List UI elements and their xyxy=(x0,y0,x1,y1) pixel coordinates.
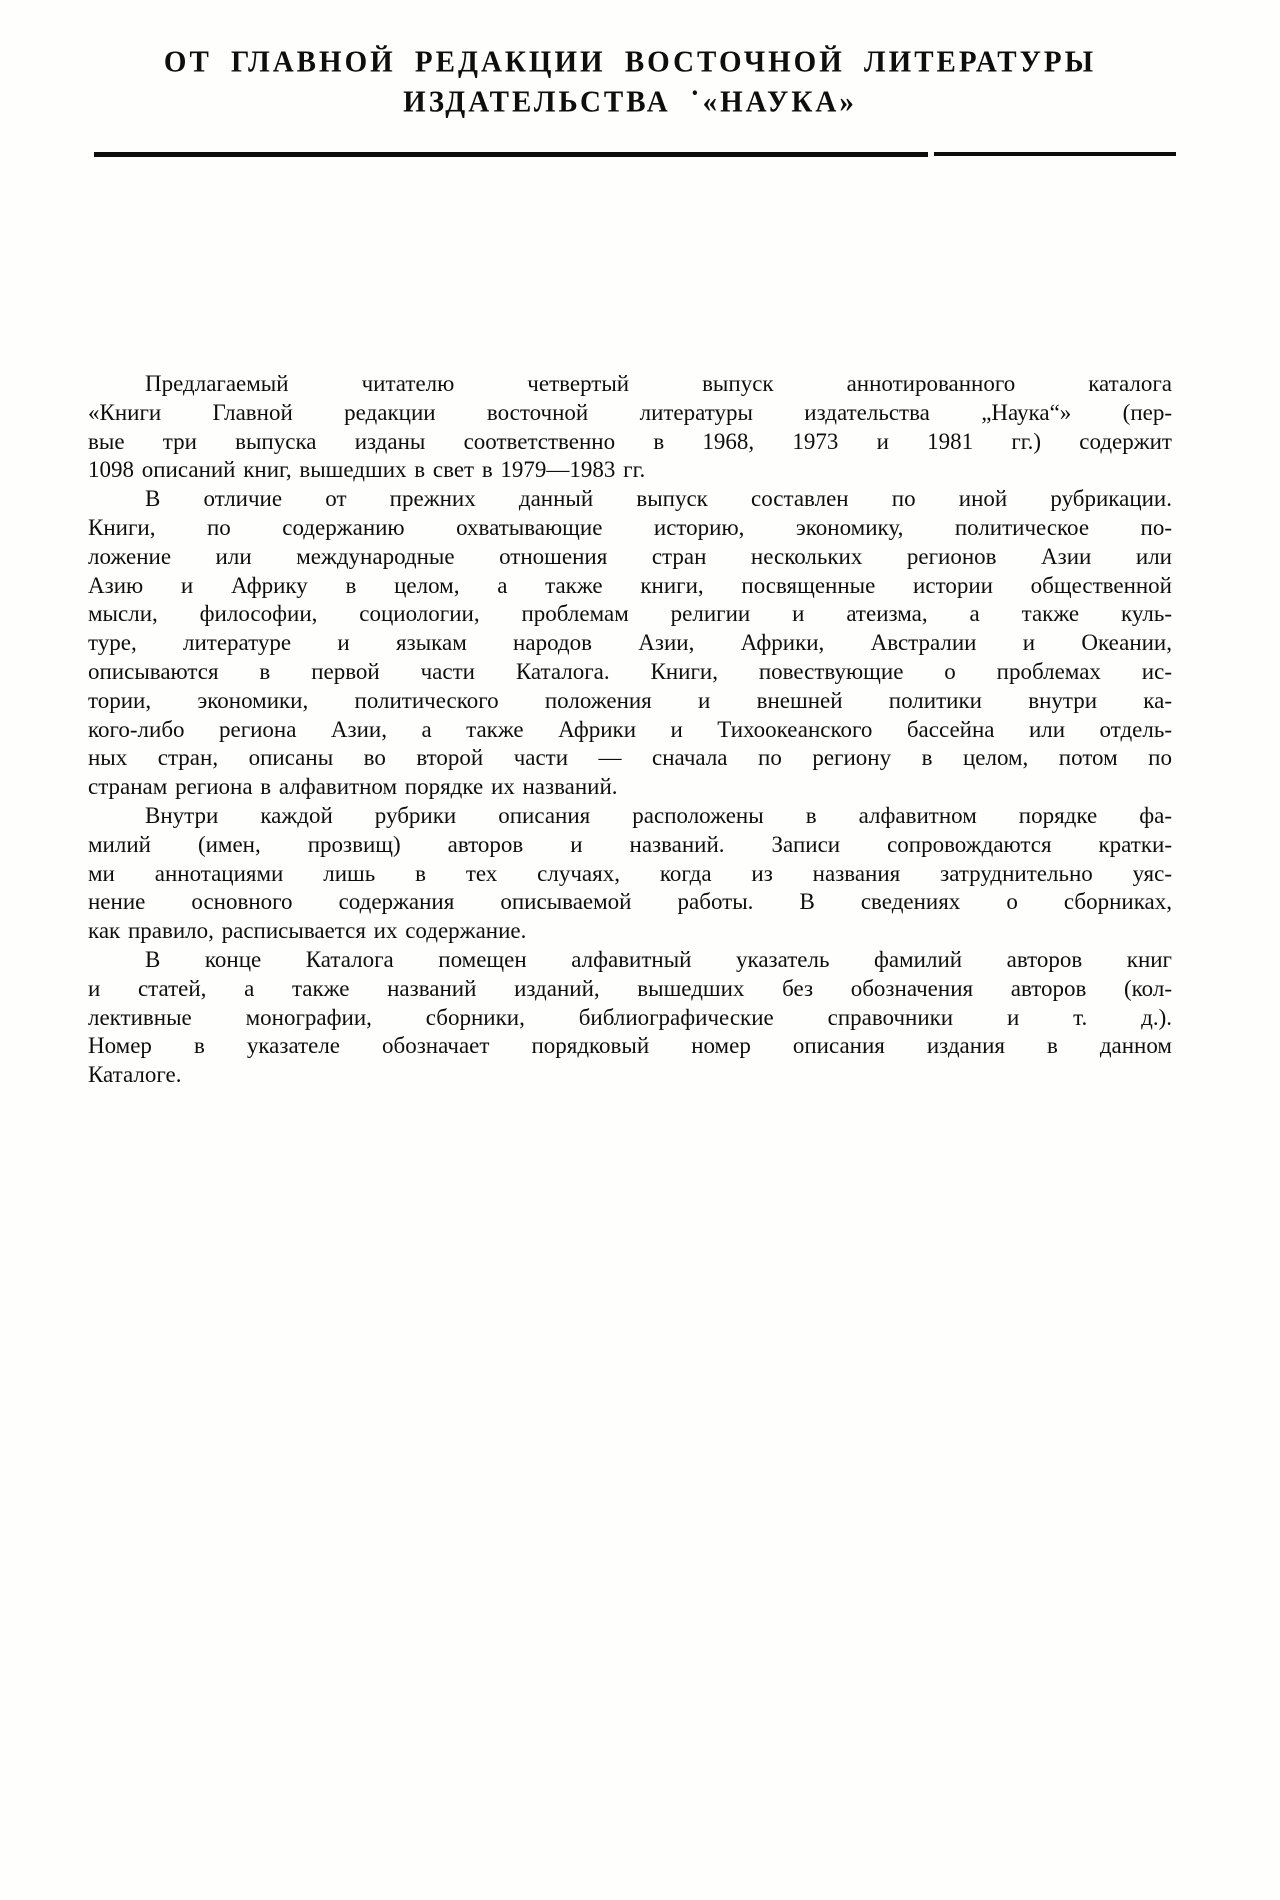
paragraph xyxy=(88,946,1172,1090)
text-line: ных стран, описаны во второй части — сначала по региону в целом, потом по xyxy=(88,745,1172,771)
text-line: лективные монографии, сборники, библиографические справочники и т. д.). xyxy=(88,1004,1172,1030)
text-line: ложение или международные отношения стран нескольких регионов Азии или xyxy=(88,543,1172,569)
text-line: «Книги Главной редакции восточной литературы издательства „Наука“» (пер- xyxy=(88,399,1172,425)
paragraph xyxy=(88,802,1172,946)
text-line: Внутри каждой рубрики описания расположены в алфавитном порядке фа- xyxy=(145,802,1172,828)
page-title-line-1: ОТ ГЛАВНОЙ РЕДАКЦИИ ВОСТОЧНОЙ ЛИТЕРАТУРЫ xyxy=(163,45,1097,79)
text-line: нение основного содержания описываемой работы. В сведениях о сборниках, xyxy=(88,889,1172,915)
text-line: Книги, по содержанию охватывающие историю, экономику, политическое по- xyxy=(88,514,1172,540)
text-line: ми аннотациями лишь в тех случаях, когда из названия затруднительно уяс- xyxy=(88,860,1172,886)
page-title-line-2: ИЗДАТЕЛЬСТВА ˙«НАУКА» xyxy=(403,85,857,119)
text-line: Каталоге. xyxy=(88,1062,182,1088)
paragraph xyxy=(88,485,1172,802)
text-line: вые три выпуска изданы соответственно в 1968, 1973 и 1981 гг.) содержит xyxy=(88,428,1172,454)
text-line: Азию и Африку в целом, а также книги, посвященные истории общественной xyxy=(88,572,1172,598)
divider-segment-left xyxy=(94,152,928,157)
text-line: В отличие от прежних данный выпуск составлен по иной рубрикации. xyxy=(145,486,1172,512)
text-line: как правило, расписывается их содержание. xyxy=(88,918,527,944)
body-text xyxy=(88,370,1172,1090)
text-line: 1098 описаний книг, вышедших в свет в 1979—1983 гг. xyxy=(88,457,646,483)
text-line: и статей, а также названий изданий, вышедших без обозначения авторов (кол- xyxy=(88,975,1172,1001)
text-line: В конце Каталога помещен алфавитный указатель фамилий авторов книг xyxy=(145,946,1172,972)
text-line: милий (имен, прозвищ) авторов и названий. Записи сопровождаются кратки- xyxy=(88,831,1172,857)
text-line: кого-либо региона Азии, а также Африки и Тихоокеанского бассейна или отдель- xyxy=(88,716,1172,742)
text-line: Предлагаемый читателю четвертый выпуск аннотированного каталога xyxy=(145,371,1172,396)
divider-segment-right xyxy=(934,152,1176,156)
text-line: туре, литературе и языкам народов Азии, Африки, Австралии и Океании, xyxy=(88,630,1172,656)
paragraph xyxy=(88,370,1172,485)
page-title xyxy=(88,42,1172,122)
text-line: странам региона в алфавитном порядке их названий. xyxy=(88,774,618,800)
text-line: тории, экономики, политического положения и внешней политики внутри ка- xyxy=(88,687,1172,713)
text-line: Номер в указателе обозначает порядковый номер описания издания в данном xyxy=(88,1033,1172,1059)
heading-divider-rule xyxy=(94,151,1176,157)
text-line: описываются в первой части Каталога. Книги, повествующие о проблемах ис- xyxy=(88,658,1172,684)
text-line: мысли, философии, социологии, проблемам религии и атеизма, а также куль- xyxy=(88,601,1172,627)
